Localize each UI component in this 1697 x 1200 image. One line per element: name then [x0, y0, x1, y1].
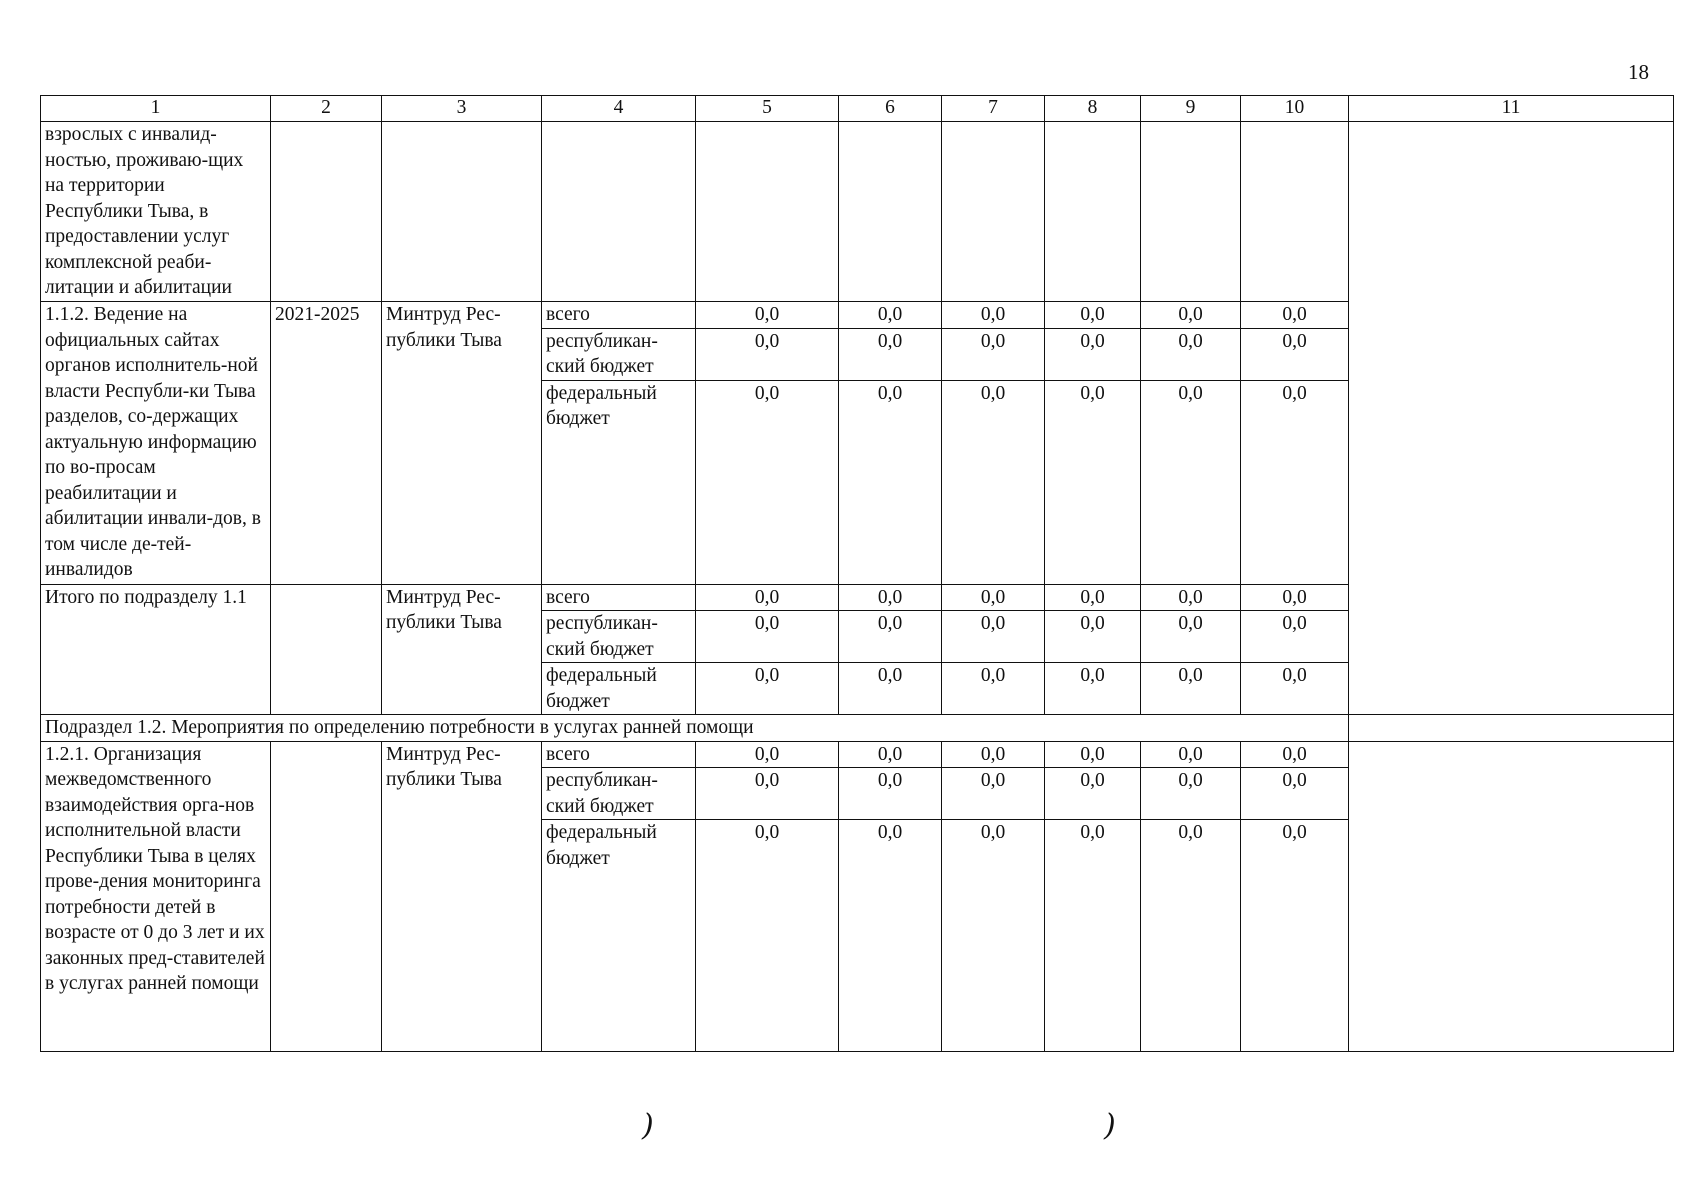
- value-cell: 0,0: [1241, 328, 1349, 380]
- period-cell: [271, 584, 382, 715]
- empty-cell: [382, 122, 542, 302]
- value-cell: 0,0: [839, 663, 942, 715]
- value-cell: 0,0: [1045, 768, 1141, 820]
- value-cell: 0,0: [839, 820, 942, 1052]
- empty-cell: [696, 122, 839, 302]
- value-cell: 0,0: [696, 584, 839, 611]
- subsection-title: Подраздел 1.2. Мероприятия по определению потребности в услугах ранней помощи: [41, 715, 1349, 742]
- value-cell: 0,0: [942, 328, 1045, 380]
- subtotal-name: Итого по подразделу 1.1: [41, 584, 271, 715]
- notes-cell: [1349, 122, 1674, 715]
- budget-federal-label: федеральный бюджет: [542, 820, 696, 1052]
- empty-cell: [1045, 122, 1141, 302]
- value-cell: 0,0: [1141, 663, 1241, 715]
- continued-name-cell: взрослых с инвалид-ностью, проживаю-щих на территории Республики Тыва, в предоставлении услуг комплексной реаби-литации и абилитации: [41, 122, 271, 302]
- empty-cell: [1141, 122, 1241, 302]
- stray-mark: ): [1104, 1108, 1116, 1143]
- header-col-9: 9: [1141, 96, 1241, 122]
- budget-republic-label: республикан-ский бюджет: [542, 611, 696, 663]
- value-cell: 0,0: [839, 584, 942, 611]
- measure-name: 1.2.1. Организация межведомственного взаимодействия орга-нов исполнительной власти Республики Тыва в целях прове-дения мониторинга потребности детей в возрасте от 0 до 3 лет и их законных пред-ставителей в услугах ранней помощи: [41, 741, 271, 1052]
- value-cell: 0,0: [1241, 741, 1349, 768]
- value-cell: 0,0: [1141, 820, 1241, 1052]
- value-cell: 0,0: [942, 768, 1045, 820]
- value-cell: 0,0: [1045, 380, 1141, 584]
- value-cell: 0,0: [696, 741, 839, 768]
- header-col-10: 10: [1241, 96, 1349, 122]
- executor-cell: Минтруд Рес-публики Тыва: [382, 584, 542, 715]
- value-cell: 0,0: [1141, 328, 1241, 380]
- value-cell: 0,0: [1045, 584, 1141, 611]
- header-col-1: 1: [41, 96, 271, 122]
- value-cell: 0,0: [696, 328, 839, 380]
- value-cell: 0,0: [696, 768, 839, 820]
- value-cell: 0,0: [1241, 302, 1349, 329]
- value-cell: 0,0: [696, 611, 839, 663]
- value-cell: 0,0: [1241, 611, 1349, 663]
- header-col-8: 8: [1045, 96, 1141, 122]
- value-cell: 0,0: [1141, 768, 1241, 820]
- empty-cell: [942, 122, 1045, 302]
- value-cell: 0,0: [942, 611, 1045, 663]
- value-cell: 0,0: [1045, 741, 1141, 768]
- budget-republic-label: республикан-ский бюджет: [542, 328, 696, 380]
- value-cell: 0,0: [1241, 820, 1349, 1052]
- page-number: 18: [1628, 60, 1649, 84]
- empty-cell: [1241, 122, 1349, 302]
- value-cell: 0,0: [696, 302, 839, 329]
- period-cell: [271, 741, 382, 1052]
- table-row: [41, 741, 1674, 768]
- stray-mark: ): [642, 1108, 654, 1143]
- value-cell: 0,0: [942, 741, 1045, 768]
- header-col-5: 5: [696, 96, 839, 122]
- value-cell: 0,0: [1141, 380, 1241, 584]
- header-row: [41, 96, 1674, 122]
- value-cell: 0,0: [1045, 328, 1141, 380]
- header-col-2: 2: [271, 96, 382, 122]
- value-cell: 0,0: [839, 302, 942, 329]
- value-cell: 0,0: [696, 380, 839, 584]
- value-cell: 0,0: [942, 380, 1045, 584]
- value-cell: 0,0: [1045, 663, 1141, 715]
- value-cell: 0,0: [942, 584, 1045, 611]
- value-cell: 0,0: [839, 768, 942, 820]
- budget-total-label: всего: [542, 584, 696, 611]
- budget-total-label: всего: [542, 741, 696, 768]
- value-cell: 0,0: [1141, 741, 1241, 768]
- value-cell: 0,0: [1141, 584, 1241, 611]
- value-cell: 0,0: [839, 611, 942, 663]
- period-cell: 2021-2025: [271, 302, 382, 585]
- empty-cell: [839, 122, 942, 302]
- header-col-3: 3: [382, 96, 542, 122]
- empty-cell: [271, 122, 382, 302]
- value-cell: 0,0: [1241, 663, 1349, 715]
- value-cell: 0,0: [1241, 380, 1349, 584]
- value-cell: 0,0: [1045, 302, 1141, 329]
- notes-cell: [1349, 741, 1674, 1052]
- program-table: [40, 95, 1674, 1052]
- executor-cell: Минтруд Рес-публики Тыва: [382, 302, 542, 585]
- budget-federal-label: федеральный бюджет: [542, 380, 696, 584]
- value-cell: 0,0: [942, 302, 1045, 329]
- empty-cell: [542, 122, 696, 302]
- header-col-11: 11: [1349, 96, 1674, 122]
- value-cell: 0,0: [839, 380, 942, 584]
- value-cell: 0,0: [942, 663, 1045, 715]
- header-col-7: 7: [942, 96, 1045, 122]
- value-cell: 0,0: [1045, 820, 1141, 1052]
- header-col-4: 4: [542, 96, 696, 122]
- empty-cell: [1349, 715, 1674, 742]
- value-cell: 0,0: [839, 328, 942, 380]
- value-cell: 0,0: [839, 741, 942, 768]
- value-cell: 0,0: [696, 820, 839, 1052]
- value-cell: 0,0: [696, 663, 839, 715]
- value-cell: 0,0: [1241, 584, 1349, 611]
- value-cell: 0,0: [942, 820, 1045, 1052]
- subsection-row: [41, 715, 1674, 742]
- budget-federal-label: федеральный бюджет: [542, 663, 696, 715]
- budget-total-label: всего: [542, 302, 696, 329]
- value-cell: 0,0: [1241, 768, 1349, 820]
- table-row: [41, 122, 1674, 302]
- budget-republic-label: республикан-ский бюджет: [542, 768, 696, 820]
- value-cell: 0,0: [1141, 302, 1241, 329]
- executor-cell: Минтруд Рес-публики Тыва: [382, 741, 542, 1052]
- value-cell: 0,0: [1045, 611, 1141, 663]
- value-cell: 0,0: [1141, 611, 1241, 663]
- measure-name: 1.1.2. Ведение на официальных сайтах органов исполнитель-ной власти Республи-ки Тыва разделов, со-держащих актуальную информацию по во-просам реабилитации и абилитации инвали-дов, в том числе де-тей-инвалидов: [41, 302, 271, 585]
- header-col-6: 6: [839, 96, 942, 122]
